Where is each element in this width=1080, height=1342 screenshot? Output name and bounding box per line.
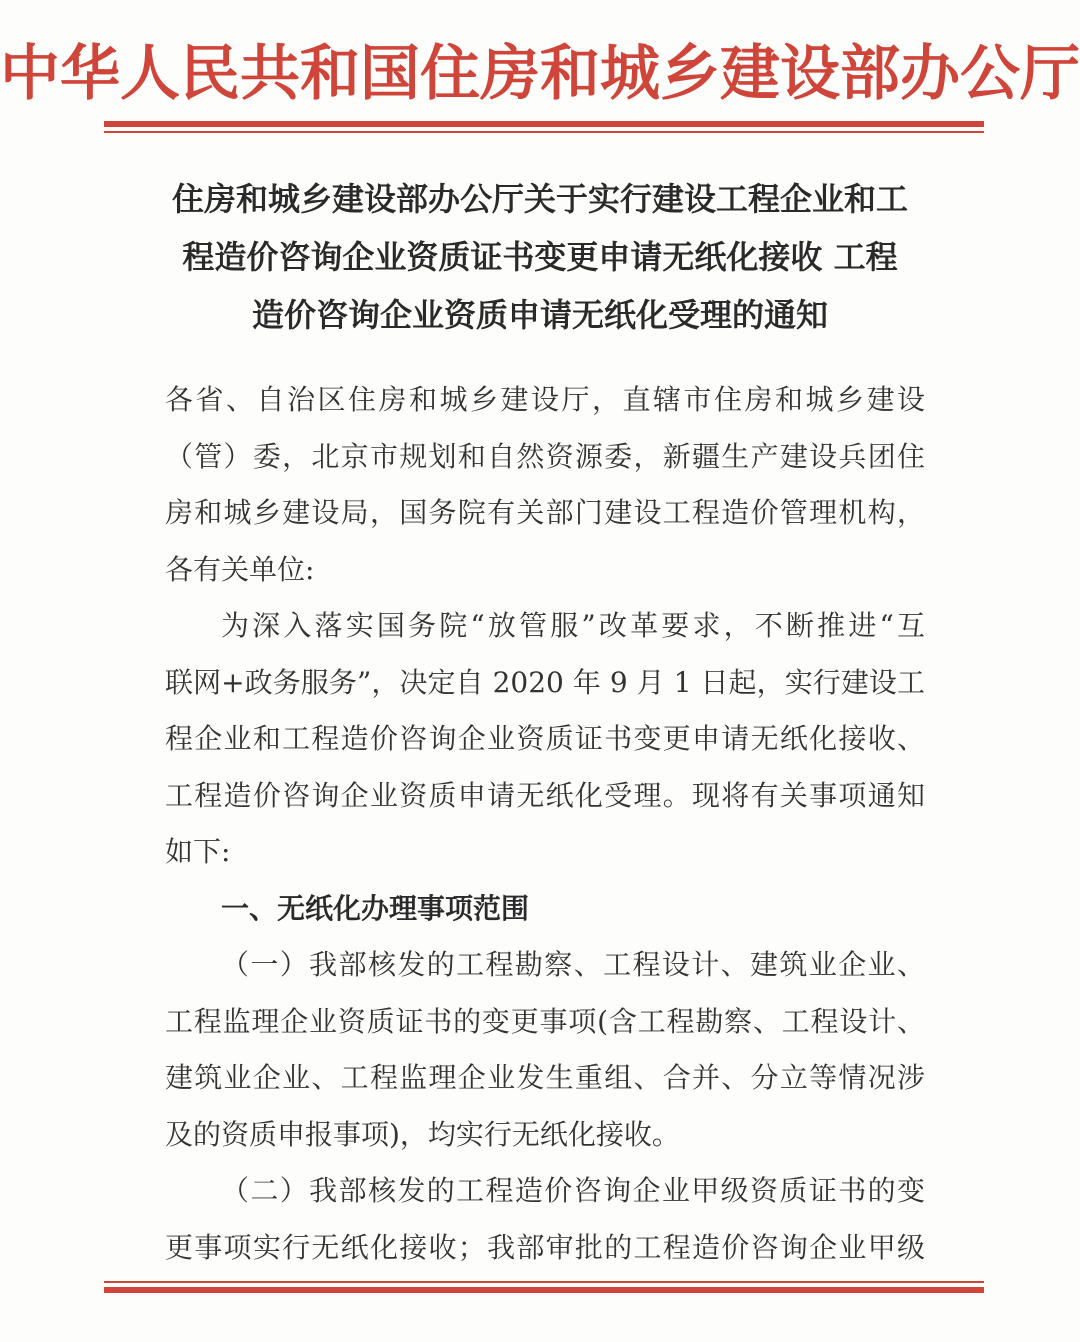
notice-title-line: 住房和城乡建设部办公厅关于实行建设工程企业和工 <box>171 180 908 218</box>
letterhead-org-name: 中华人民共和国住房和城乡建设部办公厅 <box>0 39 1080 109</box>
paragraph-line: 如下: <box>165 835 231 868</box>
paragraph-line: 建筑业企业、工程监理企业发生重组、合并、分立等情况涉 <box>165 1061 925 1094</box>
paragraph-line: 更事项实行无纸化接收；我部审批的工程造价咨询企业甲级 <box>165 1230 925 1264</box>
paragraph-line: 工程监理企业资质证书的变更事项(含工程勘察、工程设计、 <box>165 1004 925 1038</box>
letterhead-rule-thin <box>104 131 984 133</box>
paragraph-line: 及的资质申报事项)，均实行无纸化接收。 <box>165 1117 680 1151</box>
notice-title-line: 程造价咨询企业资质证书变更申请无纸化接收 工程 <box>182 238 898 276</box>
letterhead-rule-thick <box>104 121 984 127</box>
paragraph-line: 程企业和工程造价咨询企业资质证书变更申请无纸化接收、 <box>165 722 925 755</box>
footer-rule-thin <box>104 1281 984 1283</box>
recipient-line: 各有关单位: <box>165 552 315 586</box>
paragraph-line: 为深入落实国务院“放管服”改革要求，不断推进“互 <box>221 609 925 642</box>
recipient-line: （管）委，北京市规划和自然资源委，新疆生产建设兵团住 <box>165 439 925 473</box>
footer-rule-thick <box>104 1287 984 1293</box>
notice-title <box>140 170 940 344</box>
recipient-line: 各省、自治区住房和城乡建设厅，直辖市住房和城乡建设 <box>165 383 925 416</box>
paragraph-line: 联网+政务服务”，决定自 2020 年 9 月 1 日起，实行建设工 <box>165 665 925 699</box>
paragraph-line: （一）我部核发的工程勘察、工程设计、建筑业企业、 <box>221 948 925 981</box>
paragraph-line: 工程造价咨询企业资质申请无纸化受理。现将有关事项通知 <box>165 778 925 812</box>
notice-body <box>165 372 925 1276</box>
paragraph-line: （二）我部核发的工程造价咨询企业甲级资质证书的变 <box>221 1174 925 1207</box>
section-heading: 一、无纸化办理事项范围 <box>221 891 530 925</box>
recipient-line: 房和城乡建设局，国务院有关部门建设工程造价管理机构， <box>165 496 925 529</box>
notice-title-line: 造价咨询企业资质申请无纸化受理的通知 <box>251 296 828 334</box>
